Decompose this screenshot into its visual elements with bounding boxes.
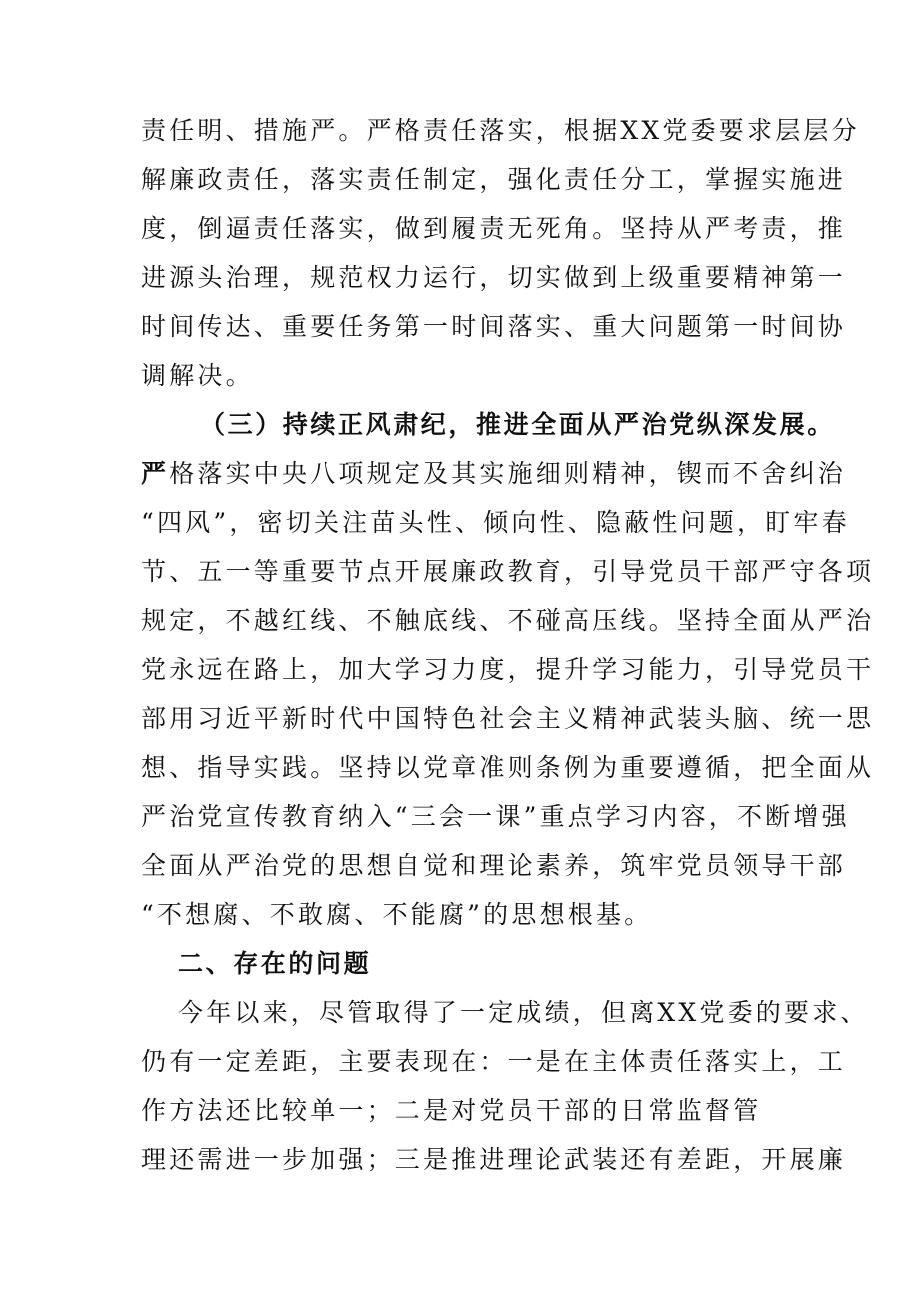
paragraph-line: “不想腐、不敢腐、不能腐”的思想根基。: [141, 900, 653, 929]
paragraph-line-text: 格落实中央八项规定及其实施细则精神，锲而不舍纠治: [169, 459, 847, 488]
paragraph-line: 全面从严治党的思想自觉和理论素养，筑牢党员领导干部: [141, 851, 847, 880]
paragraph-line: 今年以来，尽管取得了一定成绩，但离XX党委的要求、: [178, 998, 869, 1027]
paragraph-line: 解廉政责任，落实责任制定，强化责任分工，掌握实施进: [141, 165, 847, 194]
paragraph-line: 理还需进一步加强；三是推进理论武装还有差距，开展廉: [141, 1145, 847, 1174]
paragraph-line: 规定，不越红线、不触底线、不碰高压线。坚持全面从严治: [141, 606, 875, 635]
paragraph-line: 调解决。: [141, 361, 254, 390]
section-heading: （三）持续正风肃纪，推进全面从严治党纵深发展。: [200, 410, 835, 439]
paragraph-line: 严治党宣传教育纳入“三会一课”重点学习内容，不断增强: [141, 802, 850, 831]
paragraph-line: 作方法还比较单一；二是对党员干部的日常监督管: [141, 1096, 762, 1125]
paragraph-line: 想、指导实践。坚持以党章准则条例为重要遵循，把全面从: [141, 753, 875, 782]
paragraph-line: “四风”，密切关注苗头性、倾向性、隐蔽性问题，盯牢春: [141, 508, 850, 537]
paragraph-line: 仍有一定差距，主要表现在：一是在主体责任落实上，工: [141, 1047, 847, 1076]
bold-lead-char: 严: [141, 459, 170, 488]
paragraph-line: 节、五一等重要节点开展廉政教育，引导党员干部严守各项: [141, 557, 875, 586]
paragraph-line: 进源头治理，规范权力运行，切实做到上级重要精神第一: [141, 263, 847, 292]
paragraph-line: 责任明、措施严。严格责任落实，根据XX党委要求层层分: [141, 116, 860, 145]
paragraph-line: 度，倒逼责任落实，做到履责无死角。坚持从严考责，推: [141, 214, 847, 243]
paragraph-line: 时间传达、重要任务第一时间落实、重大问题第一时间协: [141, 312, 847, 341]
paragraph-line: [141, 450, 846, 498]
paragraph-line: 部用习近平新时代中国特色社会主义精神武装头脑、统一思: [141, 704, 875, 733]
paragraph-line: 党永远在路上，加大学习力度，提升学习能力，引导党员干: [141, 655, 875, 684]
section-heading: 二、存在的问题: [178, 949, 372, 978]
